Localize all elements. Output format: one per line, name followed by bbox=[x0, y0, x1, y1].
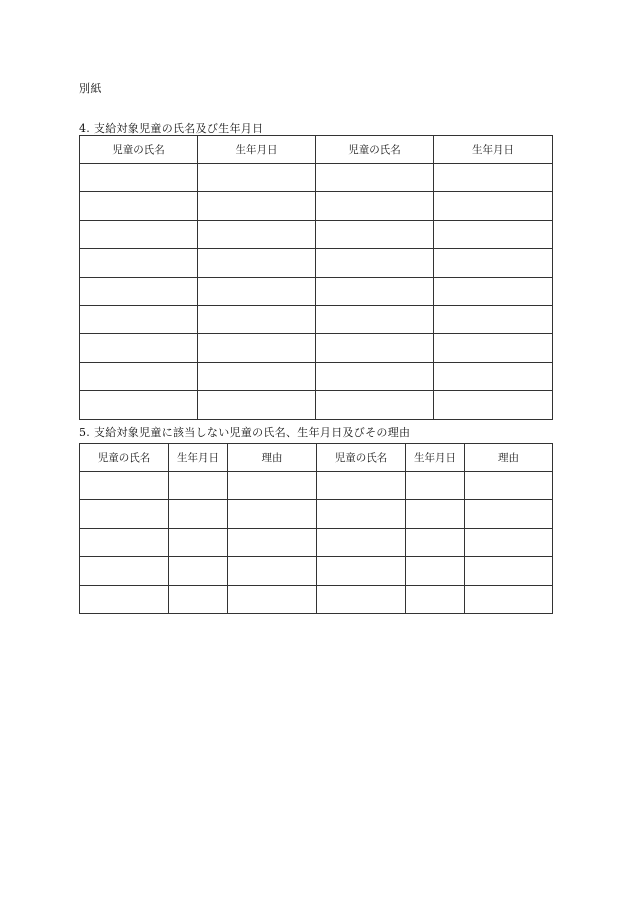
column-header-birthdate: 生年月日 bbox=[169, 444, 228, 472]
form-entry-cell[interactable] bbox=[80, 192, 198, 220]
form-entry-cell[interactable] bbox=[198, 334, 316, 362]
form-entry-cell[interactable] bbox=[169, 528, 228, 556]
form-entry-cell[interactable] bbox=[80, 277, 198, 305]
form-entry-cell[interactable] bbox=[406, 585, 465, 613]
form-entry-cell[interactable] bbox=[406, 557, 465, 585]
form-entry-cell[interactable] bbox=[434, 334, 553, 362]
form-entry-cell[interactable] bbox=[80, 334, 198, 362]
table-row bbox=[80, 277, 553, 305]
form-entry-cell[interactable] bbox=[198, 391, 316, 419]
column-header-child-name: 児童の氏名 bbox=[80, 136, 198, 164]
form-entry-cell[interactable] bbox=[198, 305, 316, 333]
form-entry-cell[interactable] bbox=[316, 277, 434, 305]
form-entry-cell[interactable] bbox=[406, 528, 465, 556]
form-entry-cell[interactable] bbox=[465, 472, 553, 500]
form-entry-cell[interactable] bbox=[80, 528, 169, 556]
form-entry-cell[interactable] bbox=[316, 164, 434, 192]
table-row bbox=[80, 164, 553, 192]
form-entry-cell[interactable] bbox=[316, 192, 434, 220]
form-entry-cell[interactable] bbox=[169, 585, 228, 613]
form-entry-cell[interactable] bbox=[80, 391, 198, 419]
table-row bbox=[80, 500, 553, 528]
form-entry-cell[interactable] bbox=[169, 472, 228, 500]
form-entry-cell[interactable] bbox=[434, 391, 553, 419]
form-entry-cell[interactable] bbox=[317, 557, 406, 585]
table-row bbox=[80, 249, 553, 277]
table-row bbox=[80, 220, 553, 248]
form-entry-cell[interactable] bbox=[316, 305, 434, 333]
form-entry-cell[interactable] bbox=[406, 472, 465, 500]
form-entry-cell[interactable] bbox=[80, 305, 198, 333]
column-header-child-name: 児童の氏名 bbox=[317, 444, 406, 472]
form-entry-cell[interactable] bbox=[80, 500, 169, 528]
annex-label: 別紙 bbox=[79, 82, 102, 95]
form-entry-cell[interactable] bbox=[434, 249, 553, 277]
form-entry-cell[interactable] bbox=[169, 557, 228, 585]
form-entry-cell[interactable] bbox=[434, 220, 553, 248]
column-header-birthdate: 生年月日 bbox=[434, 136, 553, 164]
table-header-row bbox=[80, 136, 553, 164]
form-entry-cell[interactable] bbox=[198, 220, 316, 248]
table-row bbox=[80, 557, 553, 585]
form-entry-cell[interactable] bbox=[198, 249, 316, 277]
table-row bbox=[80, 528, 553, 556]
form-entry-cell[interactable] bbox=[316, 220, 434, 248]
table-header-row bbox=[80, 444, 553, 472]
form-entry-cell[interactable] bbox=[316, 334, 434, 362]
form-entry-cell[interactable] bbox=[317, 585, 406, 613]
table-row bbox=[80, 334, 553, 362]
form-entry-cell[interactable] bbox=[434, 362, 553, 390]
table-row bbox=[80, 472, 553, 500]
table-row bbox=[80, 585, 553, 613]
column-header-reason: 理由 bbox=[465, 444, 553, 472]
column-header-child-name: 児童の氏名 bbox=[316, 136, 434, 164]
column-header-birthdate: 生年月日 bbox=[406, 444, 465, 472]
column-header-birthdate: 生年月日 bbox=[198, 136, 316, 164]
form-entry-cell[interactable] bbox=[317, 528, 406, 556]
form-entry-cell[interactable] bbox=[198, 277, 316, 305]
section-4-table-body bbox=[80, 164, 553, 420]
section-5-heading: 5. 支給対象児童に該当しない児童の氏名、生年月日及びその理由 bbox=[79, 426, 411, 439]
form-entry-cell[interactable] bbox=[317, 472, 406, 500]
table-row bbox=[80, 362, 553, 390]
form-entry-cell[interactable] bbox=[465, 528, 553, 556]
form-entry-cell[interactable] bbox=[228, 528, 317, 556]
form-entry-cell[interactable] bbox=[169, 500, 228, 528]
form-entry-cell[interactable] bbox=[316, 362, 434, 390]
form-entry-cell[interactable] bbox=[80, 585, 169, 613]
form-entry-cell[interactable] bbox=[198, 362, 316, 390]
form-entry-cell[interactable] bbox=[198, 192, 316, 220]
table-row bbox=[80, 305, 553, 333]
form-entry-cell[interactable] bbox=[406, 500, 465, 528]
section-5-table bbox=[79, 443, 553, 614]
form-entry-cell[interactable] bbox=[316, 249, 434, 277]
form-entry-cell[interactable] bbox=[228, 472, 317, 500]
form-entry-cell[interactable] bbox=[434, 164, 553, 192]
form-entry-cell[interactable] bbox=[228, 585, 317, 613]
form-entry-cell[interactable] bbox=[434, 277, 553, 305]
form-entry-cell[interactable] bbox=[465, 557, 553, 585]
column-header-child-name: 児童の氏名 bbox=[80, 444, 169, 472]
form-entry-cell[interactable] bbox=[80, 472, 169, 500]
form-entry-cell[interactable] bbox=[316, 391, 434, 419]
form-entry-cell[interactable] bbox=[80, 557, 169, 585]
form-entry-cell[interactable] bbox=[80, 249, 198, 277]
form-entry-cell[interactable] bbox=[434, 192, 553, 220]
form-entry-cell[interactable] bbox=[80, 164, 198, 192]
column-header-reason: 理由 bbox=[228, 444, 317, 472]
form-entry-cell[interactable] bbox=[317, 500, 406, 528]
form-entry-cell[interactable] bbox=[228, 557, 317, 585]
form-entry-cell[interactable] bbox=[80, 362, 198, 390]
form-entry-cell[interactable] bbox=[198, 164, 316, 192]
form-entry-cell[interactable] bbox=[80, 220, 198, 248]
section-5-table-body bbox=[80, 472, 553, 614]
form-entry-cell[interactable] bbox=[465, 585, 553, 613]
section-4-table bbox=[79, 135, 553, 420]
section-4-heading: 4. 支給対象児童の氏名及び生年月日 bbox=[79, 122, 264, 135]
table-row bbox=[80, 192, 553, 220]
table-row bbox=[80, 391, 553, 419]
form-entry-cell[interactable] bbox=[465, 500, 553, 528]
form-entry-cell[interactable] bbox=[228, 500, 317, 528]
form-entry-cell[interactable] bbox=[434, 305, 553, 333]
